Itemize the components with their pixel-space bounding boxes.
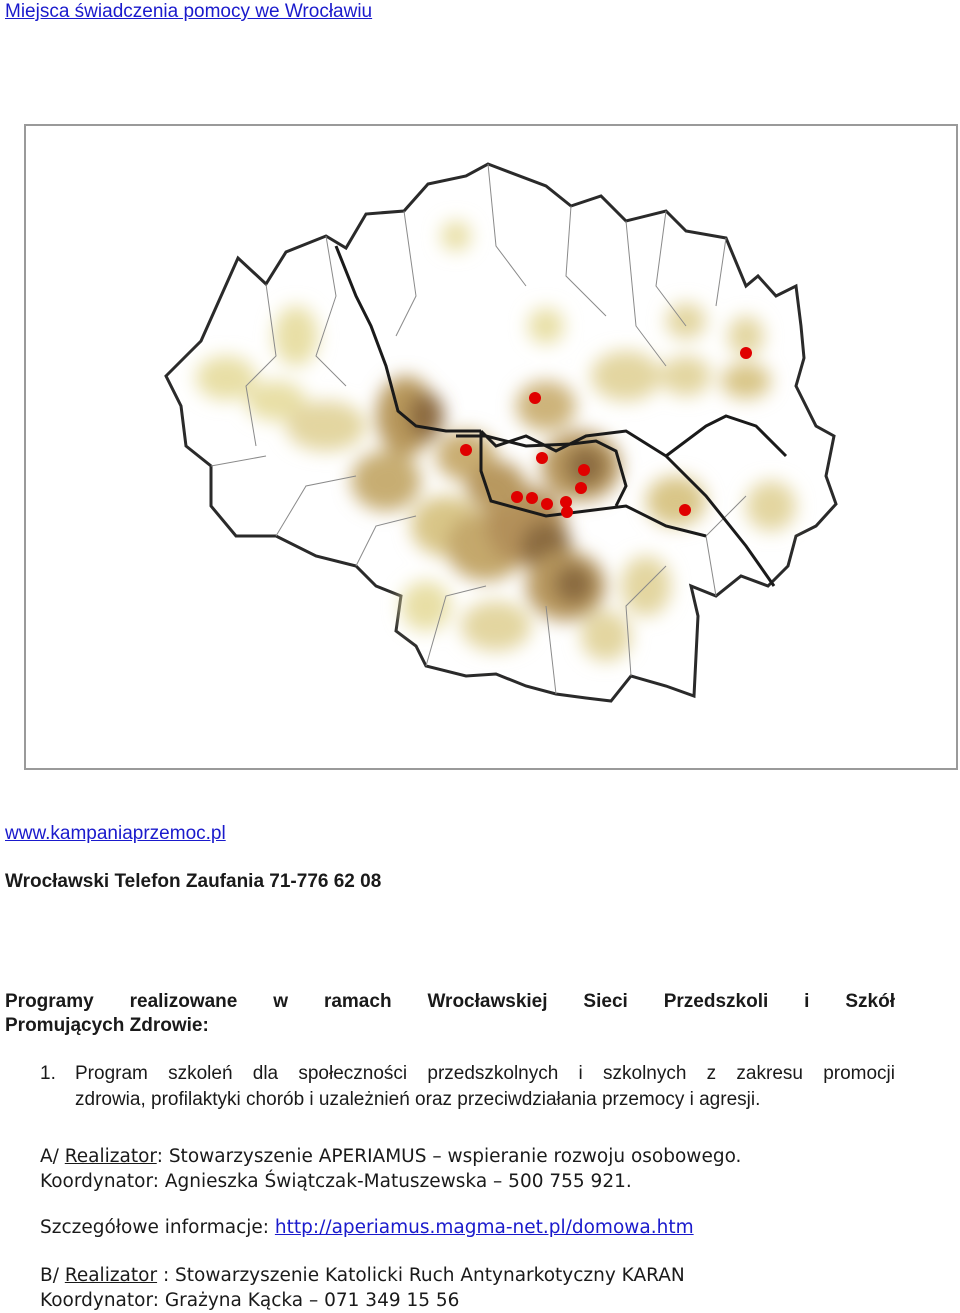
marker[interactable] [575, 482, 587, 494]
section-b-realizator-text: : Stowarzyszenie Katolicki Ruch Antynarkotyczny KARAN [157, 1265, 685, 1286]
marker[interactable] [536, 452, 548, 464]
programs-heading-line2: Promujących Zdrowie: [5, 1015, 209, 1036]
marker[interactable] [561, 506, 573, 518]
phone-line: Wrocławski Telefon Zaufania 71-776 62 08 [5, 871, 382, 892]
section-a-details [40, 1216, 694, 1240]
marker[interactable] [529, 392, 541, 404]
programs-heading [5, 990, 895, 1038]
marker[interactable] [511, 491, 523, 503]
marker[interactable] [578, 464, 590, 476]
aperiamus-link[interactable]: http://aperiamus.magma-net.pl/domowa.htm [274, 1217, 694, 1238]
section-b-prefix: B/ [40, 1265, 65, 1286]
item-line1: Program szkoleń dla społeczności przedszkolnych i szkolnych z zakresu promocji [75, 1063, 895, 1084]
wroclaw-map [26, 126, 958, 770]
marker[interactable] [679, 504, 691, 516]
section-a-realizator-text: : Stowarzyszenie APERIAMUS – wspieranie rozwoju osobowego. [156, 1146, 742, 1167]
section-b-realizator-label: Realizator [64, 1265, 158, 1286]
marker[interactable] [541, 498, 553, 510]
marker[interactable] [526, 492, 538, 504]
marker[interactable] [740, 347, 752, 359]
section-b-realizator [40, 1264, 685, 1288]
page-title-link[interactable]: Miejsca świadczenia pomocy we Wrocławiu [5, 1, 373, 22]
section-a-prefix: A/ [40, 1146, 65, 1167]
section-a-realizator-label: Realizator [64, 1146, 157, 1167]
section-a-realizator [40, 1145, 741, 1169]
programs-heading-line1: Programy realizowane w ramach Wrocławskiej Sieci Przedszkoli i Szkół [5, 991, 895, 1012]
details-label: Szczegółowe informacje: [40, 1217, 275, 1238]
item-line2: zdrowia, profilaktyki chorób i uzależnień oraz przeciwdziałania przemocy i agresji. [75, 1089, 761, 1110]
section-a-coordinator: Koordynator: Agnieszka Świątczak-Matuszewska – 500 755 921. [40, 1171, 632, 1192]
item-number: 1. [40, 1063, 56, 1084]
section-b-coordinator: Koordynator: Grażyna Kącka – 071 349 15 56 [40, 1290, 460, 1311]
marker[interactable] [460, 444, 472, 456]
map-image [24, 124, 958, 770]
website-link[interactable]: www.kampaniaprzemoc.pl [5, 823, 226, 844]
